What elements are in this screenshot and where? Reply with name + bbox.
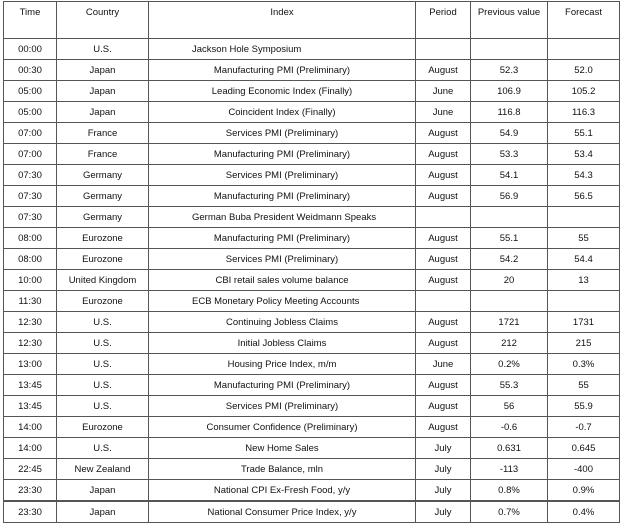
- cell-forecast: 215: [548, 333, 620, 354]
- cell-time: 13:00: [4, 354, 57, 375]
- cell-period: August: [416, 123, 471, 144]
- cell-forecast: 55: [548, 228, 620, 249]
- cell-period: August: [416, 165, 471, 186]
- cell-period: [416, 207, 471, 228]
- table-row: [4, 354, 620, 375]
- cell-period: August: [416, 375, 471, 396]
- cell-period: August: [416, 270, 471, 291]
- table-row: [4, 459, 620, 480]
- cell-forecast: 55.1: [548, 123, 620, 144]
- cell-forecast: 1731: [548, 312, 620, 333]
- cell-previous: 54.1: [471, 165, 548, 186]
- cell-index: Services PMI (Preliminary): [149, 249, 416, 270]
- table-row: [4, 270, 620, 291]
- cell-period: August: [416, 333, 471, 354]
- cell-time: 07:00: [4, 144, 57, 165]
- cell-country: France: [57, 144, 149, 165]
- cell-previous: 116.8: [471, 102, 548, 123]
- header-country: Country: [57, 2, 149, 39]
- cell-period: August: [416, 396, 471, 417]
- cell-index: Services PMI (Preliminary): [149, 396, 416, 417]
- cell-previous: -113: [471, 459, 548, 480]
- cell-time: 07:30: [4, 186, 57, 207]
- cell-forecast: 0.4%: [548, 501, 620, 523]
- cell-index: Leading Economic Index (Finally): [149, 81, 416, 102]
- cell-index: German Buba President Weidmann Speaks: [149, 207, 416, 228]
- cell-index: Manufacturing PMI (Preliminary): [149, 228, 416, 249]
- cell-period: August: [416, 144, 471, 165]
- table-row: [4, 228, 620, 249]
- cell-forecast: 13: [548, 270, 620, 291]
- cell-forecast: -400: [548, 459, 620, 480]
- cell-country: Japan: [57, 60, 149, 81]
- cell-index: Jackson Hole Symposium: [149, 39, 416, 60]
- cell-time: 00:00: [4, 39, 57, 60]
- header-period: Period: [416, 2, 471, 39]
- cell-period: July: [416, 459, 471, 480]
- cell-index: Consumer Confidence (Preliminary): [149, 417, 416, 438]
- table-row: [4, 186, 620, 207]
- cell-time: 23:30: [4, 501, 57, 523]
- cell-period: July: [416, 438, 471, 459]
- cell-time: 05:00: [4, 81, 57, 102]
- cell-previous: [471, 39, 548, 60]
- cell-previous: 106.9: [471, 81, 548, 102]
- cell-forecast: 54.4: [548, 249, 620, 270]
- cell-country: Japan: [57, 102, 149, 123]
- cell-index: Services PMI (Preliminary): [149, 123, 416, 144]
- cell-previous: [471, 291, 548, 312]
- cell-country: United Kingdom: [57, 270, 149, 291]
- cell-previous: -0.6: [471, 417, 548, 438]
- cell-period: June: [416, 354, 471, 375]
- cell-period: August: [416, 312, 471, 333]
- cell-forecast: 0.3%: [548, 354, 620, 375]
- cell-country: New Zealand: [57, 459, 149, 480]
- cell-time: 07:30: [4, 207, 57, 228]
- cell-forecast: 0.645: [548, 438, 620, 459]
- table-row: [4, 438, 620, 459]
- cell-forecast: 54.3: [548, 165, 620, 186]
- cell-country: U.S.: [57, 312, 149, 333]
- cell-time: 14:00: [4, 417, 57, 438]
- table-row: [4, 501, 620, 523]
- cell-country: Japan: [57, 480, 149, 502]
- cell-time: 08:00: [4, 228, 57, 249]
- cell-previous: 0.631: [471, 438, 548, 459]
- cell-country: Germany: [57, 186, 149, 207]
- cell-period: July: [416, 480, 471, 502]
- table-row: [4, 396, 620, 417]
- cell-previous: 0.7%: [471, 501, 548, 523]
- cell-forecast: 105.2: [548, 81, 620, 102]
- cell-previous: 54.9: [471, 123, 548, 144]
- header-index: Index: [149, 2, 416, 39]
- cell-period: August: [416, 249, 471, 270]
- header-forecast: Forecast: [548, 2, 620, 39]
- table-row: [4, 81, 620, 102]
- cell-forecast: 53.4: [548, 144, 620, 165]
- cell-index: Trade Balance, mln: [149, 459, 416, 480]
- cell-period: August: [416, 60, 471, 81]
- cell-country: U.S.: [57, 375, 149, 396]
- cell-previous: 212: [471, 333, 548, 354]
- cell-country: Eurozone: [57, 249, 149, 270]
- header-previous-value: Previous value: [471, 2, 548, 39]
- cell-forecast: 55: [548, 375, 620, 396]
- cell-previous: 0.8%: [471, 480, 548, 502]
- cell-forecast: [548, 39, 620, 60]
- cell-country: Eurozone: [57, 228, 149, 249]
- table-row: [4, 291, 620, 312]
- cell-country: Japan: [57, 81, 149, 102]
- cell-period: August: [416, 186, 471, 207]
- cell-time: 08:00: [4, 249, 57, 270]
- cell-previous: [471, 207, 548, 228]
- cell-country: Japan: [57, 501, 149, 523]
- cell-forecast: -0.7: [548, 417, 620, 438]
- cell-previous: 53.3: [471, 144, 548, 165]
- table-row: [4, 165, 620, 186]
- cell-forecast: 52.0: [548, 60, 620, 81]
- cell-country: Germany: [57, 207, 149, 228]
- cell-forecast: [548, 207, 620, 228]
- table-row: [4, 375, 620, 396]
- cell-time: 05:00: [4, 102, 57, 123]
- cell-period: August: [416, 417, 471, 438]
- cell-index: Manufacturing PMI (Preliminary): [149, 144, 416, 165]
- cell-time: 12:30: [4, 312, 57, 333]
- cell-index: ECB Monetary Policy Meeting Accounts: [149, 291, 416, 312]
- cell-index: Housing Price Index, m/m: [149, 354, 416, 375]
- table-row: [4, 249, 620, 270]
- cell-time: 14:00: [4, 438, 57, 459]
- cell-previous: 56: [471, 396, 548, 417]
- cell-period: August: [416, 228, 471, 249]
- cell-previous: 1721: [471, 312, 548, 333]
- cell-country: U.S.: [57, 39, 149, 60]
- cell-index: Coincident Index (Finally): [149, 102, 416, 123]
- cell-index: Continuing Jobless Claims: [149, 312, 416, 333]
- cell-previous: 0.2%: [471, 354, 548, 375]
- cell-index: Services PMI (Preliminary): [149, 165, 416, 186]
- cell-forecast: 116.3: [548, 102, 620, 123]
- cell-previous: 20: [471, 270, 548, 291]
- table-row: [4, 312, 620, 333]
- cell-time: 10:00: [4, 270, 57, 291]
- header-time: Time: [4, 2, 57, 39]
- cell-country: U.S.: [57, 396, 149, 417]
- cell-country: Eurozone: [57, 291, 149, 312]
- cell-index: New Home Sales: [149, 438, 416, 459]
- cell-index: Manufacturing PMI (Preliminary): [149, 60, 416, 81]
- cell-time: 12:30: [4, 333, 57, 354]
- cell-time: 13:45: [4, 396, 57, 417]
- cell-time: 13:45: [4, 375, 57, 396]
- cell-forecast: 55.9: [548, 396, 620, 417]
- cell-country: U.S.: [57, 438, 149, 459]
- cell-index: Initial Jobless Claims: [149, 333, 416, 354]
- header-row: [4, 2, 620, 39]
- cell-previous: 52.3: [471, 60, 548, 81]
- cell-time: 22:45: [4, 459, 57, 480]
- cell-time: 00:30: [4, 60, 57, 81]
- cell-index: Manufacturing PMI (Preliminary): [149, 186, 416, 207]
- cell-time: 11:30: [4, 291, 57, 312]
- table-row: [4, 480, 620, 502]
- cell-country: U.S.: [57, 333, 149, 354]
- table-body: [4, 39, 620, 523]
- cell-previous: 56.9: [471, 186, 548, 207]
- cell-country: Germany: [57, 165, 149, 186]
- cell-previous: 54.2: [471, 249, 548, 270]
- cell-country: Eurozone: [57, 417, 149, 438]
- cell-index: CBI retail sales volume balance: [149, 270, 416, 291]
- cell-index: National Consumer Price Index, y/y: [149, 501, 416, 523]
- cell-index: Manufacturing PMI (Preliminary): [149, 375, 416, 396]
- cell-forecast: 0.9%: [548, 480, 620, 502]
- table-row: [4, 102, 620, 123]
- cell-period: [416, 39, 471, 60]
- table-row: [4, 123, 620, 144]
- cell-forecast: 56.5: [548, 186, 620, 207]
- cell-previous: 55.3: [471, 375, 548, 396]
- cell-time: 23:30: [4, 480, 57, 502]
- table-row: [4, 207, 620, 228]
- economic-calendar-table: [3, 1, 620, 523]
- cell-time: 07:30: [4, 165, 57, 186]
- table-row: [4, 333, 620, 354]
- cell-country: France: [57, 123, 149, 144]
- table-row: [4, 144, 620, 165]
- cell-forecast: [548, 291, 620, 312]
- cell-country: U.S.: [57, 354, 149, 375]
- cell-period: June: [416, 81, 471, 102]
- table-row: [4, 60, 620, 81]
- cell-time: 07:00: [4, 123, 57, 144]
- table-row: [4, 417, 620, 438]
- cell-index: National CPI Ex-Fresh Food, y/y: [149, 480, 416, 502]
- cell-period: July: [416, 501, 471, 523]
- cell-period: [416, 291, 471, 312]
- table-row: [4, 39, 620, 60]
- cell-period: June: [416, 102, 471, 123]
- cell-previous: 55.1: [471, 228, 548, 249]
